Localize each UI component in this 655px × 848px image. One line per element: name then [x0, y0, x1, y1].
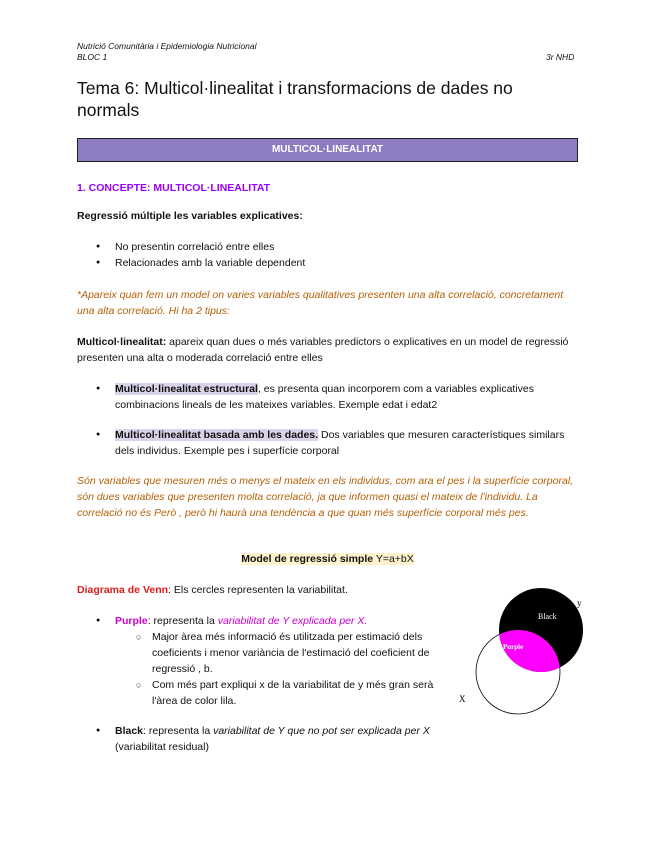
type-term: Multicol·linealitat basada amb les dades. [115, 429, 319, 441]
model-highlight [241, 553, 414, 565]
list-item [115, 381, 580, 413]
type-text: Dos variables que mesuren característiques similars dels individus. Exemple pes i superfície corporal [115, 429, 565, 457]
list-item: ● No presentin correlació entre elles [115, 239, 575, 255]
list-item [115, 613, 440, 709]
list-item: ○ Major àrea més informació és utilitzada per estimació dels coeficients i menor variància de l'estimació del coeficient de regressió , b. [152, 629, 440, 677]
definition-text: apareix quan dues o més variables predictors o explicatives en un model de regressió presenten una alta o moderada correlació entre elles [77, 336, 569, 364]
model-label: Model de regressió simple [241, 553, 374, 565]
purple-region-label: Purple [503, 643, 524, 651]
group-label: 3r NHD [546, 52, 575, 62]
type-text: , es presenta quan incorporem com a variables explicatives combinacions lineals de les mateixes variables. Exemple edat i edat2 [115, 383, 535, 411]
purple-text: : representa la [147, 615, 218, 627]
model-formula: Y=a+bX [375, 553, 414, 565]
venn-text: : Els cercles representen la variabilitat. [168, 584, 348, 596]
course-header: Nutrició Comunitària i Epidemiologia Nutricional [77, 41, 257, 51]
note-qualitative: *Apareix quan fem un model on varies variables qualitatives presenten una alta correlació, concretament una alta correlació. Hi ha 2 tipus: [77, 289, 564, 317]
venn-diagram [455, 585, 590, 715]
type-term: Multicol·linealitat estructural [115, 383, 258, 395]
regression-heading: Regressió múltiple les variables explicatives: [77, 210, 303, 222]
black-region-label: Black [538, 612, 557, 621]
purple-italic: variabilitat de Y explicada per X. [217, 615, 368, 627]
section-banner: MULTICOL·LINEALITAT [77, 138, 578, 162]
black-text: : representa la [143, 725, 214, 737]
venn-intro [77, 582, 457, 598]
block-label: BLOC 1 [77, 52, 108, 62]
y-label: y [577, 598, 582, 608]
venn-list [115, 613, 440, 755]
black-italic: variabilitat de Y que no pot ser explicada per X [213, 725, 430, 737]
note-variables: Són variables que mesuren més o menys el mateix en els individus, com ara el pes i la superfície corporal, són dues variables que presenten molta correlació, ja que informen quasi el mateix de l'individu. La correlació no és Però , però hi haurà una tendència a que quan més superfície corporal més pes. [77, 475, 574, 519]
list-item [115, 723, 440, 755]
definition-term: Multicol·linealitat: [77, 336, 167, 348]
types-list [115, 381, 580, 459]
list-item: ○ Com més part expliqui x de la variabilitat de y més gran serà l'àrea de color lila. [152, 677, 440, 709]
definition-paragraph [77, 334, 582, 366]
black-text-end: (variabilitat residual) [115, 741, 209, 753]
section-heading: 1. CONCEPTE: MULTICOL·LINEALITAT [77, 182, 271, 194]
list-item: ● Relacionades amb la variable dependent [115, 255, 575, 271]
venn-term: Diagrama de Venn [77, 584, 169, 596]
model-line [0, 551, 655, 567]
black-term: Black [115, 725, 144, 737]
purple-sublist [115, 629, 440, 709]
list-item [115, 427, 580, 459]
page-title: Tema 6: Multicol·linealitat i transformacions de dades no normals [77, 78, 513, 120]
regression-list [115, 239, 575, 271]
x-label: X [459, 694, 466, 704]
purple-term: Purple [115, 615, 148, 627]
